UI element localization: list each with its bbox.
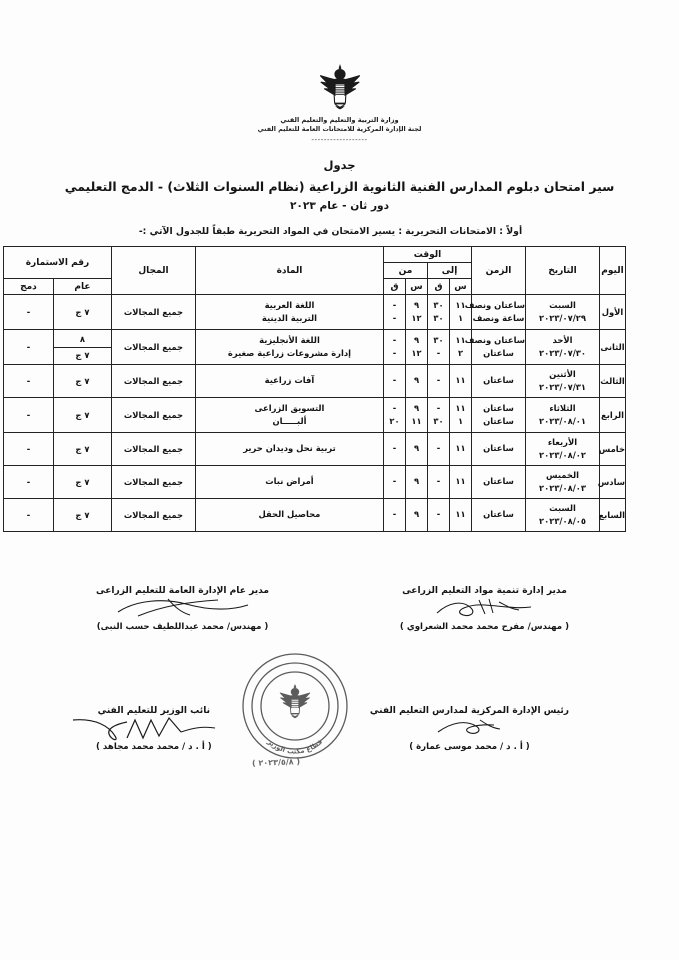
col-header-subject: المادة [195, 247, 383, 295]
table-row [3, 330, 625, 365]
date-weekday: السبت [549, 299, 576, 310]
duration-value: ساعتان [483, 348, 514, 358]
duration-value: ساعتان [483, 443, 514, 454]
duration-value: ساعتان [483, 509, 514, 520]
col-header-day: اليوم [600, 247, 626, 295]
cell-field: جميع المجالات [111, 499, 195, 532]
signature-name: ( أ . د / محمد محمد مجاهد ) [96, 742, 212, 752]
subject-name: التربية الدينية [261, 313, 318, 323]
handwritten-signature-icon [400, 596, 569, 622]
table-body [3, 295, 625, 532]
signature-name: ( مهندس/ محمد عبداللطيف حسب النبى) [96, 622, 269, 632]
page-title: جدول [323, 158, 356, 172]
cell-form-merge: - [3, 433, 53, 466]
exam-round: دور ثان - عام ٢٠٢٣ [289, 200, 390, 212]
time-from-hour: ٩ [413, 509, 420, 520]
cell-form-general [53, 365, 111, 398]
committee-name: لجنة الإدارة المركزية للامتحانات العامة للتعليم الفني [257, 124, 422, 133]
col-header-duration: الزمن [472, 247, 526, 295]
cell-time-to-hour [450, 499, 472, 532]
cell-date [526, 398, 600, 433]
cell-form-general [53, 398, 111, 433]
official-circular-seal-icon [236, 644, 354, 774]
cell-form-merge: - [3, 466, 53, 499]
time-to-minute: - [436, 375, 441, 386]
col-header-from-hour: س [406, 279, 428, 295]
cell-duration [464, 295, 526, 330]
col-header-to-hour: س [450, 279, 472, 295]
col-header-time: الوقت [383, 247, 471, 263]
cell-day: سادس [600, 466, 626, 499]
cell-time-from-minute [383, 466, 405, 499]
time-to-hour: ١١ [455, 443, 466, 454]
time-to-minute: ٣٠ [433, 299, 444, 310]
table-header [3, 247, 625, 295]
cell-time-to-minute [428, 499, 450, 532]
time-from-hour: ٩ [413, 375, 420, 386]
col-header-time-from: من [383, 263, 427, 279]
subject-name: اللغة العربية [264, 299, 315, 310]
cell-form-merge: - [3, 365, 53, 398]
cell-duration [472, 365, 526, 398]
cell-time-from-minute [383, 499, 405, 532]
cell-form-general [53, 499, 111, 532]
stamp-date-mark: ( ٢٠٢٣/٥/٨ ) [251, 757, 301, 768]
time-from-hour: ١٢ [411, 313, 422, 323]
table-row [3, 466, 625, 499]
time-from-minute: - [392, 476, 397, 487]
cell-duration [472, 466, 526, 499]
date-number: ٢٠٢٣/٠٧/٣٠ [538, 348, 586, 358]
form-general-value: ٧ ج [75, 349, 90, 360]
cell-time-to-minute [428, 365, 450, 398]
cell-time-to-hour [450, 365, 472, 398]
cell-field: جميع المجالات [111, 398, 195, 433]
handwritten-signature-icon [96, 716, 212, 742]
duration-value: ساعتان [483, 375, 514, 386]
duration-value: ساعتان [483, 402, 514, 413]
schedule-table-container [20, 246, 626, 532]
cell-duration [472, 433, 526, 466]
time-from-hour: ٩ [413, 334, 420, 345]
date-weekday: الثلاثاء [549, 402, 576, 413]
time-from-minute: - [392, 299, 397, 310]
subject-name: آفات زراعية [264, 375, 315, 386]
table-row [3, 398, 625, 433]
table-row [3, 365, 625, 398]
time-to-hour: ١١ [455, 476, 466, 487]
ministry-name: وزارة التربية والتعليم والتعليم الفني [280, 116, 399, 124]
subject-name: ألبـــــان [272, 416, 307, 426]
cell-time-to-minute [428, 398, 450, 433]
time-to-hour: ١ [457, 313, 464, 323]
time-to-hour: ١١ [455, 334, 466, 345]
time-from-minute: - [392, 313, 397, 323]
cell-time-to-hour [450, 433, 472, 466]
date-weekday: الأحد [552, 334, 573, 345]
time-to-hour: ١١ [455, 299, 466, 310]
cell-subject [195, 295, 383, 330]
cell-time-from-hour [406, 330, 428, 365]
subject-name: أمراض نبات [265, 476, 314, 487]
time-from-hour: ١٢ [411, 348, 422, 358]
form-general-value: ٧ ج [75, 306, 90, 317]
cell-time-from-minute [383, 433, 405, 466]
time-from-hour: ١١ [411, 416, 422, 426]
cell-date [526, 295, 600, 330]
subject-name: محاصيل الحقل [258, 509, 321, 520]
cell-time-from-hour [406, 398, 428, 433]
signature-row-1 [0, 586, 679, 632]
document-titles [0, 158, 679, 212]
date-number: ٢٠٢٣/٠٨/٠١ [538, 416, 586, 426]
subject-name: التسويق الزراعى [254, 402, 325, 413]
cell-field: جميع المجالات [111, 365, 195, 398]
cell-form-general [53, 466, 111, 499]
cell-date [526, 499, 600, 532]
cell-time-from-minute [383, 330, 405, 365]
cell-time-to-minute [428, 330, 450, 365]
exam-subtitle: سير امتحان دبلوم المدارس الفنية الثانوية الزراعية (نظام السنوات الثلاث) - الدمج التعليمي [64, 179, 615, 194]
cell-form-general [53, 433, 111, 466]
date-number: ٢٠٢٣/٠٨/٠٥ [538, 516, 586, 526]
cell-time-from-hour [406, 365, 428, 398]
egypt-eagle-emblem-icon [317, 62, 363, 114]
form-general-value: ٧ ج [75, 509, 90, 520]
duration-value: ساعتان [483, 476, 514, 487]
cell-day: خامس [600, 433, 626, 466]
cell-time-from-minute [383, 398, 405, 433]
cell-subject [195, 466, 383, 499]
time-to-hour: ١١ [455, 509, 466, 520]
time-to-minute: ٣٠ [433, 313, 444, 323]
cell-time-from-hour [406, 295, 428, 330]
cell-time-to-minute [428, 433, 450, 466]
date-weekday: الأثنين [549, 368, 576, 379]
cell-time-from-hour [406, 433, 428, 466]
time-to-hour: ١ [457, 416, 464, 426]
cell-subject [195, 330, 383, 365]
date-weekday: الأربعاء [547, 436, 578, 447]
signature-name: ( مهندس/ مفرح محمد محمد الشعراوي ) [399, 622, 569, 632]
time-to-minute: - [436, 509, 441, 520]
time-from-minute: - [392, 334, 397, 345]
signature-block-agri-materials [400, 586, 569, 632]
cell-day: الأول [600, 295, 626, 330]
cell-time-from-minute [383, 295, 405, 330]
cell-form-merge: - [3, 499, 53, 532]
signature-title: مدير عام الإدارة العامة للتعليم الزراعى [96, 586, 270, 596]
cell-form-general [53, 330, 111, 365]
table-row [3, 295, 625, 330]
section-intro-line: أولاً : الامتحانات التحريرية : يسير الامتحان في المواد التحريرية طبقاً للجدول الآتي :- [138, 226, 523, 237]
col-header-form-merge: دمج [3, 279, 53, 295]
cell-date [526, 433, 600, 466]
cell-date [526, 365, 600, 398]
col-header-from-minute: ق [383, 279, 405, 295]
signature-title: مدير إدارة تنمية مواد التعليم الزراعى [402, 586, 567, 596]
seal-ring-text-bottom: قطاع مكتب الوزير [265, 737, 325, 756]
form-general-value: ٧ ج [75, 409, 90, 420]
form-general-value: ٧ ج [75, 375, 90, 386]
time-from-minute: ٢٠ [389, 416, 400, 426]
date-number: ٢٠٢٣/٠٧/٢٩ [538, 313, 586, 323]
form-general-value: ٧ ج [75, 476, 90, 487]
cell-form-merge: - [3, 295, 53, 330]
cell-date [526, 330, 600, 365]
time-from-minute: - [392, 348, 397, 358]
signature-name: ( أ . د / محمد موسى عمارة ) [409, 742, 530, 752]
cell-time-to-minute [428, 466, 450, 499]
time-from-minute: - [392, 443, 397, 454]
cell-duration [472, 499, 526, 532]
document-header [0, 62, 679, 144]
duration-value: ساعتان ونصف [464, 334, 525, 345]
cell-day: الثانى [600, 330, 626, 365]
time-to-minute: ٣٠ [433, 334, 444, 345]
date-number: ٢٠٢٣/٠٨/٠٢ [538, 450, 586, 460]
cell-subject [195, 499, 383, 532]
time-to-hour: ١١ [455, 402, 466, 413]
cell-day: الرابع [600, 398, 626, 433]
table-row [3, 433, 625, 466]
cell-duration [472, 398, 526, 433]
duration-value: ساعتان [483, 416, 514, 426]
cell-form-merge: - [3, 330, 53, 365]
col-header-to-minute: ق [428, 279, 450, 295]
cell-time-to-hour [450, 466, 472, 499]
form-general-split [54, 332, 111, 361]
time-to-minute: - [436, 348, 441, 358]
cell-field: جميع المجالات [111, 330, 195, 365]
time-from-hour: ٩ [413, 299, 420, 310]
time-from-minute: - [392, 375, 397, 386]
time-to-minute: - [436, 402, 441, 413]
col-header-form-general: عام [53, 279, 111, 295]
subject-name: تربية نحل وديدان حرير [243, 443, 336, 454]
cell-field: جميع المجالات [111, 433, 195, 466]
cell-subject [195, 433, 383, 466]
time-from-minute: - [392, 509, 397, 520]
signature-title: نائب الوزير للتعليم الفني [97, 706, 211, 716]
subject-name: اللغة الأنجليزية [259, 334, 320, 345]
signature-block-deputy-minister [96, 706, 212, 752]
col-header-field: المجال [111, 247, 195, 295]
handwritten-signature-icon [370, 716, 569, 742]
table-row [3, 499, 625, 532]
exam-schedule-table [3, 246, 626, 532]
duration-value: ساعة ونصف [472, 313, 525, 323]
signature-title: رئيس الإدارة المركزية لمدارس التعليم الفني [369, 706, 569, 716]
cell-time-from-hour [406, 466, 428, 499]
signature-block-central-admin-head [370, 706, 569, 752]
cell-form-general [53, 295, 111, 330]
cell-form-merge: - [3, 398, 53, 433]
time-from-hour: ٩ [413, 443, 420, 454]
date-number: ٢٠٢٣/٠٨/٠٣ [538, 483, 586, 493]
signature-block-agri-general-director [96, 586, 269, 632]
handwritten-signature-icon [96, 596, 269, 622]
cell-time-to-minute [428, 295, 450, 330]
cell-time-to-hour [450, 398, 472, 433]
duration-value: ساعتان ونصف [464, 299, 525, 310]
date-number: ٢٠٢٣/٠٧/٣١ [538, 382, 586, 392]
col-header-date: التاريخ [526, 247, 600, 295]
time-from-minute: - [392, 402, 397, 413]
cell-time-from-minute [383, 365, 405, 398]
time-to-minute: - [436, 443, 441, 454]
cell-date [526, 466, 600, 499]
header-divider: ------------------ [311, 135, 368, 144]
date-weekday: الخميس [546, 469, 579, 480]
subject-name: إدارة مشروعات زراعية صغيرة [227, 348, 352, 358]
col-header-form-number: رقم الاستمارة [3, 247, 111, 279]
cell-duration [464, 330, 526, 365]
cell-field: جميع المجالات [111, 466, 195, 499]
cell-field: جميع المجالات [111, 295, 195, 330]
form-general-value: ٨ [54, 332, 111, 347]
cell-time-from-hour [406, 499, 428, 532]
col-header-time-to: إلى [428, 263, 472, 279]
time-to-minute: ٣٠ [433, 416, 444, 426]
cell-day: الثالث [600, 365, 626, 398]
form-general-value: ٧ ج [75, 443, 90, 454]
time-to-hour: ١١ [455, 375, 466, 386]
cell-day: السابع [600, 499, 626, 532]
cell-subject [195, 398, 383, 433]
time-to-minute: - [436, 476, 441, 487]
cell-subject [195, 365, 383, 398]
time-from-hour: ٩ [413, 476, 420, 487]
time-from-hour: ٩ [413, 402, 420, 413]
date-weekday: السبت [549, 502, 576, 513]
time-to-hour: ٢ [457, 348, 464, 358]
